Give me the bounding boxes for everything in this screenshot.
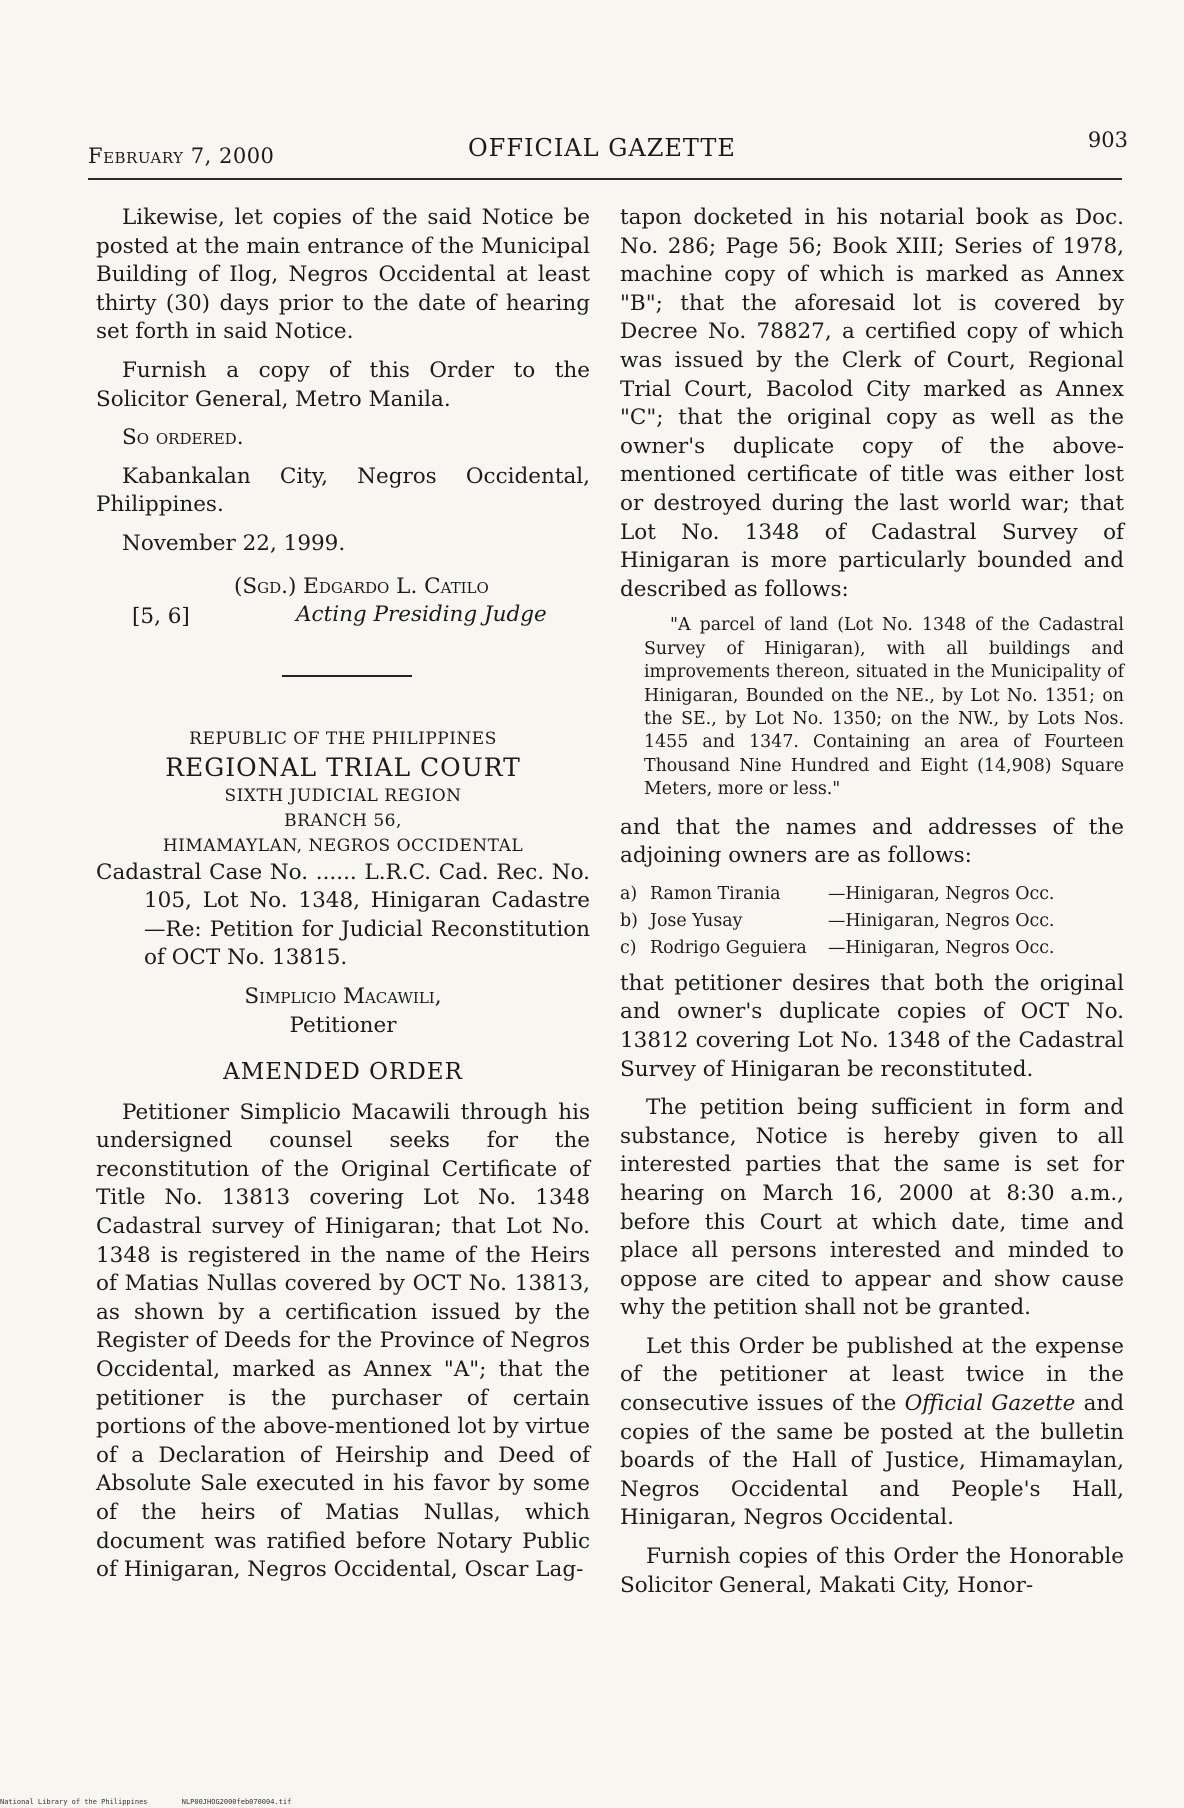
left-column xyxy=(96,204,590,1595)
court-location: HIMAMAYLAN, NEGROS OCCIDENTAL xyxy=(162,835,524,856)
court-branch: BRANCH 56, xyxy=(284,810,402,831)
owner-name: Ramon Tirania xyxy=(650,883,781,904)
paragraph: The petition being sufficient in form and substance, Notice is hereby given to all interested parties that the same is set for hearing on March 16, 2000 at 8:30 a.m., before this Court at which date, time and place all persons interested and minded to oppose are cited to appear and show cause why the petition shall not be granted. xyxy=(620,1095,1124,1321)
publication-title: OFFICIAL GAZETTE xyxy=(468,134,736,162)
paragraph: Furnish copies of this Order the Honorable Solicitor General, Makati City, Honor- xyxy=(620,1544,1124,1598)
signature-block xyxy=(96,573,590,647)
paragraph: tapon docketed in his notarial book as Doc. No. 286; Page 56; Book XIII; Series of 1978, machine copy of which is marked as Annex "B"; that the aforesaid lot is covered by Decree No. 78827, a certified copy of which was issued by the Clerk of Court, Regional Trial Court, Bacolod City marked as Annex "C"; that the original copy as well as the owner's duplicate copy of the above-mentioned certificate of title was either lost or destroyed during the last world war; that Lot No. 1348 of Cadastral Survey of Hinigaran is more particularly bounded and described as follows: xyxy=(620,205,1124,602)
judge-title: Acting Presiding Judge xyxy=(296,601,547,627)
list-item xyxy=(620,935,1124,962)
case-caption: Cadastral Case No. ...... L.R.C. Cad. Rec. No. 105, Lot No. 1348, Hinigaran Cadastre—Re: Petition for Judicial Reconstitution of OCT No. 13815. xyxy=(96,859,590,971)
paragraph: Furnish a copy of this Order to the Solicitor General, Metro Manila. xyxy=(96,357,590,412)
order-date: November 22, 1999. xyxy=(122,530,346,556)
text-run: Let this Order be published at the expense of the petitioner at least twice in the consecutive issues of the xyxy=(620,1333,1124,1417)
petitioner-name: Simplicio Macawili, xyxy=(244,983,442,1009)
section-divider xyxy=(282,675,412,677)
library-credit: National Library of the Philippines xyxy=(0,1798,148,1806)
file-name: NLP00JHOG2000feb070004.tif xyxy=(181,1798,292,1806)
page-header xyxy=(88,128,1128,178)
court-region: SIXTH JUDICIAL REGION xyxy=(224,785,462,806)
court-name: REGIONAL TRIAL COURT xyxy=(165,752,521,782)
petitioner-label: Petitioner xyxy=(289,1012,397,1038)
page-number: 903 xyxy=(1087,128,1128,152)
paragraph xyxy=(620,1333,1124,1533)
order-title: AMENDED ORDER xyxy=(223,1059,463,1086)
owner-name: Rodrigo Geguiera xyxy=(650,937,807,958)
owner-label: b) xyxy=(620,910,638,931)
scan-footer xyxy=(0,1798,321,1806)
judge-name: (Sgd.) Edgardo L. Catilo xyxy=(234,573,489,599)
owner-label: c) xyxy=(620,937,637,958)
owner-address: —Hinigaran, Negros Occ. xyxy=(828,910,1055,931)
list-item xyxy=(620,881,1124,908)
text-run: and copies of the same be posted at the bulletin boards of the Hall of Justice, Himamaylan, Negros Occidental and People's Hall, Hinigaran, Negros Occidental. xyxy=(620,1391,1124,1531)
reference-mark: [5, 6] xyxy=(132,603,190,629)
paragraph: Likewise, let copies of the said Notice be posted at the main entrance of the Municipal Building of Ilog, Negros Occidental at least thirty (30) days prior to the date of hearing set forth in said Notice. xyxy=(96,205,590,345)
court-republic: REPUBLIC OF THE PHILIPPINES xyxy=(189,728,497,749)
adjoining-owners-list xyxy=(620,881,1124,962)
so-ordered: So ordered. xyxy=(122,425,244,451)
owner-address: —Hinigaran, Negros Occ. xyxy=(828,937,1055,958)
owner-name: Jose Yusay xyxy=(650,910,743,931)
owner-label: a) xyxy=(620,883,638,904)
paragraph: and that the names and addresses of the adjoining owners are as follows: xyxy=(620,814,1124,869)
header-rule xyxy=(88,178,1122,180)
issue-date: February 7, 2000 xyxy=(88,144,275,168)
order-body: Petitioner Simplicio Macawili through his undersigned counsel seeks for the reconstitution of the Original Certificate of Title No. 13813 covering Lot No. 1348 Cadastral survey of Hinigaran; that Lot No. 1348 is registered in the name of the Heirs of Matias Nullas covered by OCT No. 13813, as shown by a certification issued by the Register of Deeds for the Province of Negros Occidental, marked as Annex "A"; that the petitioner is the purchaser of certain portions of the above-mentioned lot by virtue of a Declaration of Heirship and Deed of Absolute Sale executed in his favor by some of the heirs of Matias Nullas, which document was ratified before Notary Public of Hinigaran, Negros Occidental, Oscar Lag- xyxy=(96,1099,590,1583)
owner-address: —Hinigaran, Negros Occ. xyxy=(828,883,1055,904)
land-description-quote: "A parcel of land (Lot No. 1348 of the Cadastral Survey of Hinigaran), with all buildings and improvements thereon, situated in the Municipality of Hinigaran, Bounded on the NE., by Lot No. 1351; on the SE., by Lot No. 1350; on the NW., by Lots Nos. 1455 and 1347. Containing an area of Fourteen Thousand Nine Hundred and Eight (14,908) Square Meters, more or less." xyxy=(644,615,1124,800)
paragraph: that petitioner desires that both the original and owner's duplicate copies of OCT No. 13812 covering Lot No. 1348 of the Cadastral Survey of Hinigaran be reconstituted. xyxy=(620,970,1124,1082)
list-item xyxy=(620,908,1124,935)
right-column xyxy=(620,204,1124,1610)
place-line: Kabankalan City, Negros Occidental, Philippines. xyxy=(96,463,590,518)
publication-name: Official Gazette xyxy=(904,1391,1076,1417)
